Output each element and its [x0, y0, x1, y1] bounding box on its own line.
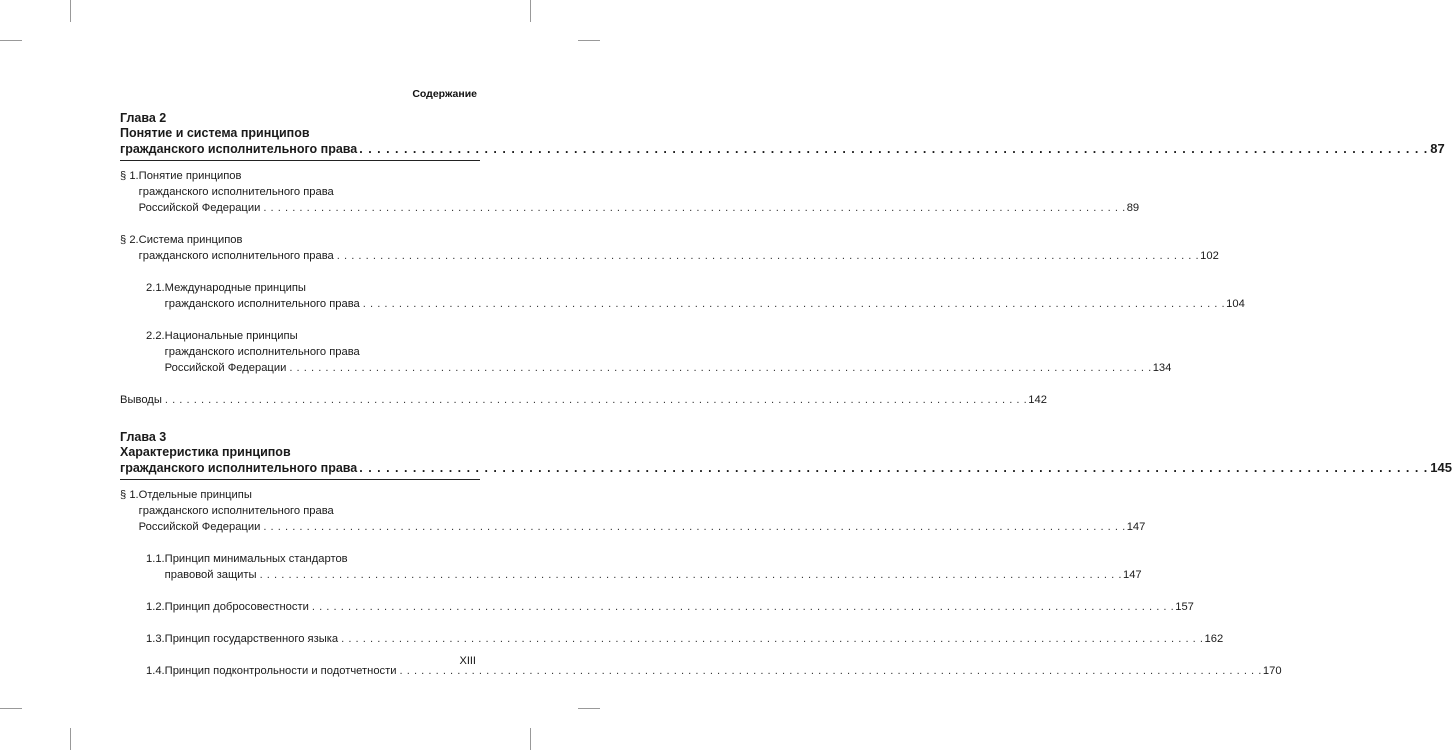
toc-entry-line: гражданского исполнительного права: [138, 186, 334, 198]
section-number: § 1.: [120, 489, 139, 501]
crop-mark-left-top: [0, 40, 22, 41]
toc-page-number: 102: [1200, 250, 1219, 262]
crop-mark-right-top: [578, 40, 600, 41]
toc-entry-line: Российской Федерации: [138, 521, 261, 533]
chapter-title: Глава 3: [120, 430, 167, 444]
toc-page-number: 147: [1122, 569, 1142, 581]
crop-mark-bottom-left: [70, 728, 71, 750]
crop-mark-left-bottom: [0, 708, 22, 709]
leader-dots: . . . . . . . . . . . . . . . . . . . . . . . . . . . . . . . . . . . . . . . . . . . . . . . . . . . . . . . . . . . . . . . . . . . . . . . . . . . . . . . . . . . . . . . . . . . . . . . . . . . . . . . . . . . . . . . . . . . . . . . .: [164, 394, 1028, 406]
toc-page-number: 147: [1126, 521, 1146, 533]
toc-entry[interactable]: [120, 232, 1219, 264]
toc-entry-line: Российской Федерации: [138, 202, 261, 214]
toc-entry[interactable]: [120, 551, 1142, 583]
toc-entry[interactable]: [120, 328, 1172, 376]
toc-entry-line: Принцип подконтрольности и подотчетности: [164, 665, 397, 677]
toc-entry-line: Отдельные принципы: [138, 489, 252, 501]
section-number: 1.3.: [146, 633, 165, 645]
chapter-title: Глава 2: [120, 111, 167, 125]
crop-mark-bottom-right: [530, 728, 531, 750]
toc-entry[interactable]: [120, 487, 1146, 535]
page-number: XIII: [459, 655, 476, 667]
section-number: § 2.: [120, 234, 139, 246]
toc-entry-line: Принцип добросовестности: [164, 601, 309, 613]
section-number: 1.1.: [146, 553, 165, 565]
chapter-rule: [120, 160, 480, 161]
leader-dots: . . . . . . . . . . . . . . . . . . . . . . . . . . . . . . . . . . . . . . . . . . . . . . . . . . . . . . . . . . . . . . . . . . . . . . . . . . . . . . . . . . . . . . . . . . . . . . . . . . . . . . . . . . . . . . . . . . . . . . . .: [359, 142, 1429, 156]
running-title: Содержание: [412, 88, 477, 100]
table-of-contents: [120, 111, 1452, 695]
chapter-page-number: 87: [1430, 141, 1445, 156]
toc-page-number: 89: [1126, 202, 1140, 214]
toc-entry[interactable]: [120, 663, 1282, 679]
toc-page-number: 142: [1028, 394, 1047, 406]
leader-dots: . . . . . . . . . . . . . . . . . . . . . . . . . . . . . . . . . . . . . . . . . . . . . . . . . . . . . . . . . . . . . . . . . . . . . . . . . . . . . . . . . . . . . . . . . . . . . . . . . . . . . . . . . . . . . . . . . . . . . . . .: [359, 461, 1429, 475]
toc-page-number: 134: [1152, 362, 1172, 374]
toc-entry-line: гражданского исполнительного права: [138, 250, 334, 262]
toc-entry-line: Принцип государственного языка: [164, 633, 339, 645]
leader-dots: . . . . . . . . . . . . . . . . . . . . . . . . . . . . . . . . . . . . . . . . . . . . . . . . . . . . . . . . . . . . . . . . . . . . . . . . . . . . . . . . . . . . . . . . . . . . . . . . . . . . . . . . . . . . . . . . . . . . . . . .: [263, 202, 1126, 214]
section-number: 1.4.: [146, 665, 165, 677]
toc-entry-line: Принцип минимальных стандартов: [164, 553, 348, 565]
leader-dots: . . . . . . . . . . . . . . . . . . . . . . . . . . . . . . . . . . . . . . . . . . . . . . . . . . . . . . . . . . . . . . . . . . . . . . . . . . . . . . . . . . . . . . . . . . . . . . . . . . . . . . . . . . . . . . . . . . . . . . . .: [311, 601, 1175, 613]
toc-entry-line: гражданского исполнительного права: [138, 505, 334, 517]
leader-dots: . . . . . . . . . . . . . . . . . . . . . . . . . . . . . . . . . . . . . . . . . . . . . . . . . . . . . . . . . . . . . . . . . . . . . . . . . . . . . . . . . . . . . . . . . . . . . . . . . . . . . . . . . . . . . . . . . . . . . . . .: [263, 521, 1126, 533]
leader-dots: . . . . . . . . . . . . . . . . . . . . . . . . . . . . . . . . . . . . . . . . . . . . . . . . . . . . . . . . . . . . . . . . . . . . . . . . . . . . . . . . . . . . . . . . . . . . . . . . . . . . . . . . . . . . . . . . . . . . . . . .: [336, 250, 1200, 262]
toc-entry[interactable]: [120, 280, 1245, 312]
leader-dots: . . . . . . . . . . . . . . . . . . . . . . . . . . . . . . . . . . . . . . . . . . . . . . . . . . . . . . . . . . . . . . . . . . . . . . . . . . . . . . . . . . . . . . . . . . . . . . . . . . . . . . . . . . . . . . . . . . . . . . . .: [362, 298, 1226, 310]
toc-entry[interactable]: [120, 392, 1047, 408]
chapter-rule: [120, 479, 480, 480]
toc-entry-line: Выводы: [120, 394, 162, 406]
leader-dots: . . . . . . . . . . . . . . . . . . . . . . . . . . . . . . . . . . . . . . . . . . . . . . . . . . . . . . . . . . . . . . . . . . . . . . . . . . . . . . . . . . . . . . . . . . . . . . . . . . . . . . . . . . . . . . . . . . . . . . . .: [289, 362, 1152, 374]
toc-entry[interactable]: [120, 168, 1140, 216]
chapter-heading-line: Характеристика принципов: [120, 445, 291, 459]
toc-page-number: 170: [1262, 665, 1282, 677]
toc-entry-line: гражданского исполнительного права: [164, 298, 360, 310]
toc-entry[interactable]: [120, 631, 1224, 647]
toc-page-number: 104: [1226, 298, 1245, 310]
section-number: 1.2.: [146, 601, 165, 613]
crop-mark-top-right: [530, 0, 531, 22]
toc-entry-line: Международные принципы: [164, 282, 306, 294]
toc-entry-line: Система принципов: [138, 234, 243, 246]
chapter-heading-text: гражданского исполнительного права: [120, 461, 358, 475]
chapter-heading-line: Понятие и система принципов: [120, 126, 310, 140]
section-number: 2.2.: [146, 330, 165, 342]
chapter-heading-entry[interactable]: [120, 460, 1452, 476]
toc-entry-line: Понятие принципов: [138, 170, 242, 182]
toc-entry[interactable]: [120, 599, 1194, 615]
toc-entry-line: Российской Федерации: [164, 362, 287, 374]
section-number: § 1.: [120, 170, 139, 182]
leader-dots: . . . . . . . . . . . . . . . . . . . . . . . . . . . . . . . . . . . . . . . . . . . . . . . . . . . . . . . . . . . . . . . . . . . . . . . . . . . . . . . . . . . . . . . . . . . . . . . . . . . . . . . . . . . . . . . . . . . . . . . .: [259, 569, 1122, 581]
toc-entry-line: Национальные принципы: [164, 330, 298, 342]
leader-dots: . . . . . . . . . . . . . . . . . . . . . . . . . . . . . . . . . . . . . . . . . . . . . . . . . . . . . . . . . . . . . . . . . . . . . . . . . . . . . . . . . . . . . . . . . . . . . . . . . . . . . . . . . . . . . . . . . . . . . . . .: [399, 665, 1262, 677]
leader-dots: . . . . . . . . . . . . . . . . . . . . . . . . . . . . . . . . . . . . . . . . . . . . . . . . . . . . . . . . . . . . . . . . . . . . . . . . . . . . . . . . . . . . . . . . . . . . . . . . . . . . . . . . . . . . . . . . . . . . . . . .: [341, 633, 1204, 645]
section-number: 2.1.: [146, 282, 165, 294]
chapter-page-number: 145: [1430, 460, 1452, 475]
toc-entry-line: гражданского исполнительного права: [164, 346, 360, 358]
chapter-heading-entry[interactable]: [120, 141, 1445, 157]
toc-page-number: 157: [1175, 601, 1194, 613]
crop-mark-right-bottom: [578, 708, 600, 709]
crop-mark-top-left: [70, 0, 71, 22]
toc-entry-line: правовой защиты: [164, 569, 257, 581]
chapter-heading-text: гражданского исполнительного права: [120, 142, 358, 156]
toc-page-number: 162: [1204, 633, 1224, 645]
